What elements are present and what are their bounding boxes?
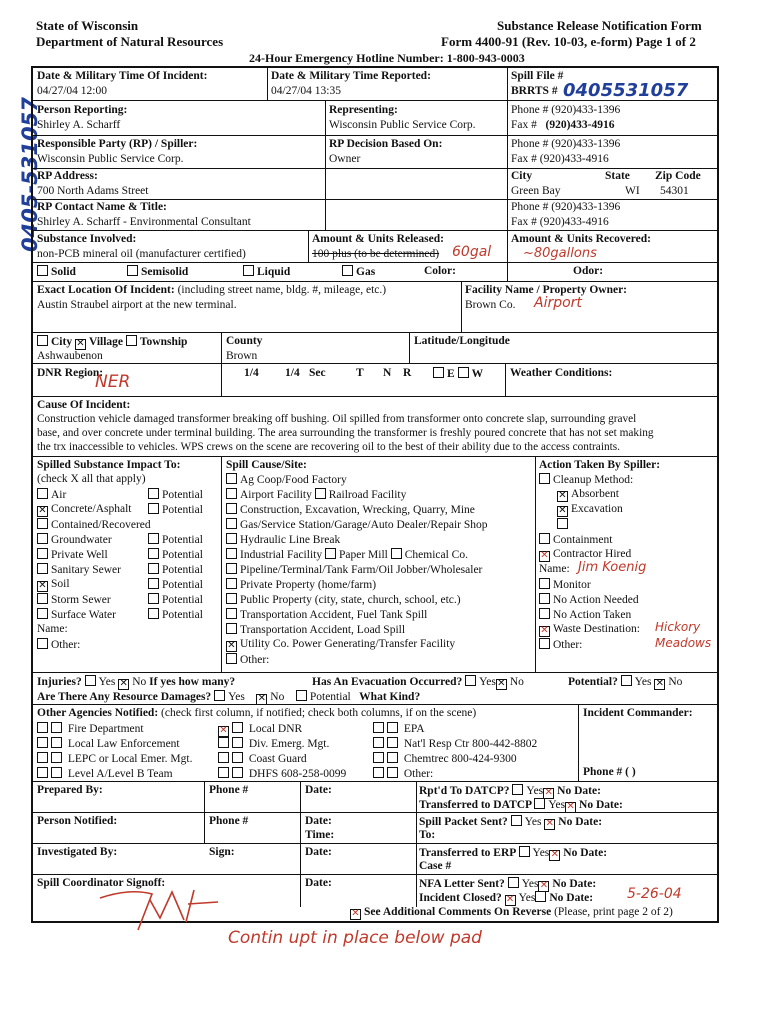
odor-label: Odor: bbox=[573, 265, 604, 277]
checkbox[interactable] bbox=[315, 488, 326, 499]
notified-phone-label: Phone # bbox=[209, 815, 249, 827]
impact-other[interactable]: Other: bbox=[37, 638, 80, 651]
coordinator-signoff-label: Spill Coordinator Signoff: bbox=[37, 877, 166, 889]
site-construction[interactable]: Construction, Excavation, Wrecking, Quarry, Mine bbox=[226, 503, 475, 516]
latlong-label: Latitude/Longitude bbox=[414, 335, 510, 347]
checkbox[interactable] bbox=[243, 265, 254, 276]
dnr-region-handwritten: NER bbox=[95, 372, 131, 392]
transferred-datcp-row: Transferred to DATCP Yes✕ No Date: bbox=[419, 799, 623, 812]
checkbox[interactable] bbox=[373, 752, 384, 763]
checkbox[interactable] bbox=[226, 488, 237, 499]
checkbox-checked[interactable]: ✕ bbox=[558, 490, 567, 501]
checkbox[interactable] bbox=[37, 488, 48, 499]
checkbox-checked[interactable]: ✕ bbox=[227, 640, 236, 651]
checkbox[interactable] bbox=[539, 593, 550, 604]
impact-surface-water[interactable]: Surface Water bbox=[37, 608, 116, 621]
checkbox[interactable] bbox=[621, 675, 632, 686]
checkbox[interactable] bbox=[458, 367, 469, 378]
checkbox[interactable] bbox=[148, 503, 159, 514]
resource-damages-row: Are There Any Resource Damages? Yes ✕ No Potential What Kind? bbox=[37, 691, 421, 704]
agency-local-dnr[interactable]: ✕ Local DNR bbox=[219, 723, 303, 736]
checkbox[interactable] bbox=[148, 548, 159, 559]
cause-label: Cause Of Incident: bbox=[37, 399, 131, 411]
checkbox[interactable] bbox=[232, 752, 243, 763]
checkbox-checked[interactable]: ✕ bbox=[544, 787, 553, 798]
checkbox[interactable] bbox=[148, 608, 159, 619]
quarter-2: 1/4 bbox=[285, 367, 300, 379]
zip-label: Zip Code bbox=[655, 170, 701, 182]
checkbox[interactable] bbox=[37, 335, 48, 346]
checkbox[interactable] bbox=[391, 548, 402, 559]
person-reporting-value: Shirley A. Scharff bbox=[37, 119, 121, 131]
checkbox[interactable] bbox=[37, 548, 48, 559]
action-blank[interactable] bbox=[557, 518, 571, 531]
potential-surface-water[interactable]: Potential bbox=[148, 608, 203, 621]
incident-closed-row: Incident Closed? ✕ Yes No Date: bbox=[419, 892, 594, 905]
checkbox[interactable] bbox=[226, 473, 237, 484]
site-title: Spill Cause/Site: bbox=[226, 459, 307, 471]
agency-epa[interactable]: EPA bbox=[373, 722, 425, 735]
checkbox[interactable] bbox=[226, 653, 237, 664]
phone-1: Phone # (920)433-1396 bbox=[511, 104, 621, 116]
recovered-label: Amount & Units Recovered: bbox=[511, 233, 652, 245]
site-industrial[interactable]: Industrial Facility Paper Mill Chemical Co. bbox=[226, 548, 468, 561]
site-airport[interactable]: Airport Facility Railroad Facility bbox=[226, 488, 406, 501]
person-reporting-label: Person Reporting: bbox=[37, 104, 128, 116]
checkbox[interactable] bbox=[539, 473, 550, 484]
state-liquid[interactable]: Liquid bbox=[243, 265, 290, 278]
checkbox[interactable] bbox=[387, 752, 398, 763]
nfa-row: NFA Letter Sent? Yes✕ No Date: bbox=[419, 878, 597, 891]
datcp-row: Rpt'd To DATCP? Yes✕ No Date: bbox=[419, 785, 601, 798]
recovered-handwritten: ~80gallons bbox=[523, 246, 597, 261]
agency-lepc[interactable]: LEPC or Local Emer. Mgt. bbox=[37, 752, 192, 765]
evacuation-row: Has An Evacuation Occurred? Yes✕ No bbox=[312, 676, 524, 689]
checkbox-checked[interactable]: ✕ bbox=[545, 818, 554, 829]
form-title: Substance Release Notification Form bbox=[497, 18, 702, 33]
checkbox[interactable] bbox=[387, 737, 398, 748]
checkbox-checked[interactable]: ✕ bbox=[566, 801, 575, 812]
reported-time-value: 04/27/04 13:35 bbox=[271, 85, 341, 97]
checkbox[interactable] bbox=[127, 265, 138, 276]
representing-label: Representing: bbox=[329, 104, 398, 116]
action-excavation[interactable]: ✕ Excavation bbox=[558, 503, 623, 516]
rp-address-label: RP Address: bbox=[37, 170, 98, 182]
color-label: Color: bbox=[424, 265, 456, 277]
county-value: Brown bbox=[226, 350, 258, 362]
site-hydraulic[interactable]: Hydraulic Line Break bbox=[226, 533, 340, 546]
impact-storm-sewer[interactable]: Storm Sewer bbox=[37, 593, 111, 606]
fax-2: Fax # (920)433-4916 bbox=[511, 153, 609, 165]
fax-1: Fax # (920)433-4916 bbox=[511, 119, 615, 131]
impact-contained[interactable]: Contained/Recovered bbox=[37, 518, 151, 531]
action-contractor[interactable]: ✕ Contractor Hired bbox=[540, 548, 632, 561]
site-public-property[interactable]: Public Property (city, state, church, school, etc.) bbox=[226, 593, 461, 606]
checkbox-checked[interactable]: ✕ bbox=[38, 580, 47, 591]
checkbox-checked[interactable]: ✕ bbox=[119, 678, 128, 689]
impact-private-well[interactable]: Private Well bbox=[37, 548, 108, 561]
released-handwritten: 60gal bbox=[452, 244, 492, 260]
checkbox[interactable] bbox=[37, 608, 48, 619]
checkbox[interactable] bbox=[218, 752, 229, 763]
action-absorbent[interactable]: ✕ Absorbent bbox=[558, 488, 619, 501]
person-notified-label: Person Notified: bbox=[37, 815, 118, 827]
facility-label: Facility Name / Property Owner: bbox=[465, 284, 628, 296]
checkbox[interactable] bbox=[465, 675, 476, 686]
agency-name: State of Wisconsin bbox=[36, 18, 139, 33]
checkbox[interactable] bbox=[232, 767, 243, 778]
facility-value: Brown Co. bbox=[465, 299, 516, 311]
checkbox[interactable] bbox=[373, 767, 384, 778]
checkbox[interactable] bbox=[539, 533, 550, 544]
site-pipeline[interactable]: Pipeline/Terminal/Tank Farm/Oil Jobber/Wholesaler bbox=[226, 563, 482, 576]
potential-air[interactable]: Potential bbox=[148, 488, 203, 501]
impact-name-label: Name: bbox=[37, 623, 68, 635]
exact-location-label: Exact Location Of Incident: (including street name, bldg. #, mileage, etc.) bbox=[37, 284, 387, 296]
potential-soil[interactable]: Potential bbox=[148, 578, 203, 591]
checkbox[interactable] bbox=[218, 737, 229, 748]
municipality-value: Ashwaubenon bbox=[37, 350, 103, 362]
checkbox-checked[interactable]: ✕ bbox=[558, 505, 567, 516]
site-fuel-tank[interactable]: Transportation Accident, Fuel Tank Spill bbox=[226, 608, 427, 621]
state-gas[interactable]: Gas bbox=[342, 265, 375, 278]
checkbox[interactable] bbox=[226, 503, 237, 514]
incident-time-label: Date & Military Time Of Incident: bbox=[37, 70, 208, 82]
checkbox[interactable] bbox=[51, 767, 62, 778]
rp-contact-label: RP Contact Name & Title: bbox=[37, 201, 167, 213]
action-name-label: Name: bbox=[539, 563, 570, 575]
weather-label: Weather Conditions: bbox=[510, 367, 613, 379]
brrts-label: BRRTS # bbox=[511, 85, 558, 97]
state-semisolid[interactable]: Semisolid bbox=[127, 265, 188, 278]
checkbox[interactable] bbox=[226, 608, 237, 619]
agency-chemtrec[interactable]: Chemtrec 800-424-9300 bbox=[373, 752, 517, 765]
checkbox[interactable] bbox=[508, 877, 519, 888]
dnr-region-label: DNR Region: bbox=[37, 367, 104, 379]
substance-label: Substance Involved: bbox=[37, 233, 137, 245]
phone-2: Phone # (920)433-1396 bbox=[511, 138, 621, 150]
checkbox[interactable] bbox=[37, 767, 48, 778]
action-monitor[interactable]: Monitor bbox=[539, 578, 591, 591]
exact-location-value: Austin Straubel airport at the new terminal. bbox=[37, 299, 237, 311]
site-utility[interactable]: ✕ Utility Co. Power Generating/Transfer Facility bbox=[227, 638, 456, 651]
prepared-phone-label: Phone # bbox=[209, 784, 249, 796]
checkbox[interactable] bbox=[148, 533, 159, 544]
action-no-action-needed[interactable]: No Action Needed bbox=[539, 593, 639, 606]
checkbox[interactable] bbox=[342, 265, 353, 276]
checkbox[interactable] bbox=[226, 578, 237, 589]
checkbox[interactable] bbox=[37, 638, 48, 649]
city-value: Green Bay bbox=[511, 185, 561, 197]
range-r: R bbox=[403, 367, 412, 379]
checkbox[interactable] bbox=[37, 593, 48, 604]
checkbox-checked[interactable]: ✕ bbox=[550, 849, 559, 860]
east-west: E W bbox=[433, 367, 483, 380]
checkbox[interactable] bbox=[226, 533, 237, 544]
checkbox-checked[interactable]: ✕ bbox=[38, 505, 47, 516]
spill-packet-row: Spill Packet Sent? Yes ✕ No Date: bbox=[419, 816, 603, 829]
checkbox[interactable] bbox=[325, 548, 336, 559]
incident-time-value: 04/27/04 12:00 bbox=[37, 85, 107, 97]
additional-comments-row: ✕ See Additional Comments On Reverse (Please, print page 2 of 2) bbox=[351, 906, 673, 919]
rp-label: Responsible Party (RP) / Spiller: bbox=[37, 138, 198, 150]
checkbox[interactable] bbox=[51, 752, 62, 763]
emergency-hotline: 24-Hour Emergency Hotline Number: 1-800-943-0003 bbox=[249, 51, 525, 65]
sec-label: Sec bbox=[309, 367, 326, 379]
checkbox[interactable] bbox=[373, 737, 384, 748]
fax-3: Fax # (920)433-4916 bbox=[511, 216, 609, 228]
released-label: Amount & Units Released: bbox=[312, 233, 444, 245]
impact-concrete[interactable]: ✕ Concrete/Asphalt bbox=[38, 503, 132, 516]
checkbox-checked[interactable]: ✕ bbox=[505, 894, 515, 905]
checkbox[interactable] bbox=[148, 593, 159, 604]
impact-hint: (check X all that apply) bbox=[37, 473, 146, 485]
handwritten-side-note: 0405-531057 bbox=[18, 97, 42, 252]
phone-3: Phone # (920)433-1396 bbox=[511, 201, 621, 213]
action-waste[interactable]: ✕ Waste Destination: bbox=[540, 623, 640, 636]
representing-value: Wisconsin Public Service Corp. bbox=[329, 119, 476, 131]
checkbox[interactable] bbox=[373, 722, 384, 733]
closed-date-handwritten: 5-26-04 bbox=[627, 886, 682, 902]
checkbox[interactable] bbox=[51, 722, 62, 733]
checkbox[interactable] bbox=[511, 815, 522, 826]
checkbox[interactable] bbox=[51, 737, 62, 748]
checkbox[interactable] bbox=[534, 798, 545, 809]
checkbox-checked[interactable]: ✕ bbox=[257, 693, 266, 704]
checkbox[interactable] bbox=[85, 675, 96, 686]
agency-fire[interactable]: Fire Department bbox=[37, 722, 144, 735]
potential-sanitary-sewer[interactable]: Potential bbox=[148, 563, 203, 576]
checkbox[interactable] bbox=[226, 623, 237, 634]
site-load-spill[interactable]: Transportation Accident, Load Spill bbox=[226, 623, 405, 636]
checkbox[interactable] bbox=[535, 891, 546, 902]
potential-private-well[interactable]: Potential bbox=[148, 548, 203, 561]
checkbox[interactable] bbox=[37, 737, 48, 748]
signoff-date-label: Date: bbox=[305, 877, 332, 889]
city-label: City bbox=[511, 170, 533, 182]
checkbox[interactable] bbox=[296, 690, 307, 701]
agency-other[interactable]: Other: bbox=[373, 767, 433, 780]
checkbox[interactable] bbox=[214, 690, 225, 701]
site-other[interactable]: Other: bbox=[226, 653, 269, 666]
cause-line-3: the trx inaccessible to vehicles. WPS crews on the scene are recovering oil to the best of their ability due to the access contraints. bbox=[37, 441, 620, 453]
checkbox[interactable] bbox=[539, 578, 550, 589]
township-t: T bbox=[356, 367, 364, 379]
checkbox[interactable] bbox=[148, 488, 159, 499]
township-n: N bbox=[383, 367, 392, 379]
prepared-date-label: Date: bbox=[305, 784, 332, 796]
sign-label: Sign: bbox=[209, 846, 235, 858]
checkbox[interactable] bbox=[37, 752, 48, 763]
agency-div-emerg[interactable]: Div. Emerg. Mgt. bbox=[218, 737, 329, 750]
reported-time-label: Date & Military Time Reported: bbox=[271, 70, 431, 82]
checkbox-checked[interactable]: ✕ bbox=[351, 908, 360, 919]
checkbox[interactable] bbox=[37, 518, 48, 529]
checkbox[interactable] bbox=[387, 722, 398, 733]
bottom-handwritten-note: Contin upt in place below pad bbox=[228, 928, 482, 948]
commander-phone: Phone # ( ) bbox=[583, 766, 636, 778]
action-cleanup[interactable]: Cleanup Method: bbox=[539, 473, 633, 486]
incident-commander-label: Incident Commander: bbox=[583, 707, 693, 719]
checkbox[interactable] bbox=[232, 737, 243, 748]
coordinator-signature bbox=[90, 880, 240, 940]
cause-line-1: Construction vehicle damaged transformer breaking off bushing. Oil spilled from transformer onto concrete slap, surrounding gravel bbox=[37, 413, 637, 425]
agency-dhfs[interactable]: DHFS 608-258-0099 bbox=[218, 767, 346, 780]
cause-line-2: base, and over concrete under terminal building. The area surrounding the transformer is freshly poured concrete that has not set making bbox=[37, 427, 654, 439]
checkbox[interactable] bbox=[512, 784, 523, 795]
brrts-value: 0405531057 bbox=[563, 80, 689, 101]
investigated-by-label: Investigated By: bbox=[37, 846, 118, 858]
erp-row: Transferred to ERP Yes✕ No Date: bbox=[419, 847, 608, 860]
checkbox[interactable] bbox=[226, 518, 237, 529]
agency-level-team[interactable]: Level A/Level B Team bbox=[37, 767, 173, 780]
rp-address-value: 700 North Adams Street bbox=[37, 185, 149, 197]
action-title: Action Taken By Spiller: bbox=[539, 459, 661, 471]
checkbox[interactable] bbox=[37, 265, 48, 276]
packet-to-label: To: bbox=[419, 829, 436, 841]
rp-value: Wisconsin Public Service Corp. bbox=[37, 153, 184, 165]
checkbox-checked[interactable]: ✕ bbox=[219, 725, 228, 736]
agency-coast-guard[interactable]: Coast Guard bbox=[218, 752, 307, 765]
state-label: State bbox=[605, 170, 630, 182]
checkbox-checked[interactable]: ✕ bbox=[539, 880, 549, 891]
checkbox[interactable] bbox=[226, 548, 237, 559]
facility-handwritten: Airport bbox=[534, 295, 582, 311]
checkbox-checked[interactable]: ✕ bbox=[497, 678, 506, 689]
checkbox[interactable] bbox=[148, 578, 159, 589]
checkbox-checked[interactable]: ✕ bbox=[655, 678, 664, 689]
checkbox[interactable] bbox=[539, 638, 550, 649]
potential-storm-sewer[interactable]: Potential bbox=[148, 593, 203, 606]
potential-concrete[interactable]: Potential bbox=[148, 503, 203, 516]
municipality-type: City ✕ Village Township bbox=[37, 335, 187, 350]
checkbox-checked[interactable]: ✕ bbox=[76, 338, 85, 349]
prepared-by-label: Prepared By: bbox=[37, 784, 103, 796]
form-number: Form 4400-91 (Rev. 10-03, e-form) Page 1 of 2 bbox=[441, 34, 696, 49]
checkbox[interactable] bbox=[37, 563, 48, 574]
state-solid[interactable]: Solid bbox=[37, 265, 76, 278]
checkbox[interactable] bbox=[519, 846, 530, 857]
rp-decision-value: Owner bbox=[329, 153, 361, 165]
substance-value: non-PCB mineral oil (manufacturer certified) bbox=[37, 248, 246, 260]
action-containment[interactable]: Containment bbox=[539, 533, 612, 546]
checkbox[interactable] bbox=[387, 767, 398, 778]
agencies-label: Other Agencies Notified: (check first column, if notified; check both columns, if on the scene) bbox=[37, 707, 477, 719]
quarter-1: 1/4 bbox=[244, 367, 259, 379]
notified-time-label: Time: bbox=[305, 829, 335, 841]
contractor-name-handwritten: Jim Koenig bbox=[578, 560, 647, 575]
impact-soil[interactable]: ✕ Soil bbox=[38, 578, 70, 591]
checkbox[interactable] bbox=[557, 518, 568, 529]
impact-sanitary-sewer[interactable]: Sanitary Sewer bbox=[37, 563, 121, 576]
site-ag-coop[interactable]: Ag Coop/Food Factory bbox=[226, 473, 347, 486]
rp-decision-label: RP Decision Based On: bbox=[329, 138, 443, 150]
potential-groundwater[interactable]: Potential bbox=[148, 533, 203, 546]
agency-nrc[interactable]: Nat'l Resp Ctr 800-442-8802 bbox=[373, 737, 537, 750]
checkbox[interactable] bbox=[148, 563, 159, 574]
case-number-label: Case # bbox=[419, 860, 452, 872]
site-gas-station[interactable]: Gas/Service Station/Garage/Auto Dealer/Repair Shop bbox=[226, 518, 488, 531]
agency-law[interactable]: Local Law Enforcement bbox=[37, 737, 180, 750]
checkbox[interactable] bbox=[232, 722, 243, 733]
county-label: County bbox=[226, 335, 263, 347]
potential-row: Potential? Yes ✕ No bbox=[568, 676, 683, 689]
checkbox[interactable] bbox=[37, 722, 48, 733]
state-value: WI bbox=[625, 185, 640, 197]
injuries-row: Injuries? Yes ✕ No If yes how many? bbox=[37, 676, 236, 689]
checkbox[interactable] bbox=[37, 533, 48, 544]
checkbox[interactable] bbox=[433, 367, 444, 378]
notified-date-label: Date: bbox=[305, 815, 332, 827]
checkbox[interactable] bbox=[539, 608, 550, 619]
checkbox-checked[interactable]: ✕ bbox=[540, 550, 549, 561]
impact-title: Spilled Substance Impact To: bbox=[37, 459, 181, 471]
action-other[interactable]: Other: bbox=[539, 638, 582, 651]
rp-contact-value: Shirley A. Scharff - Environmental Consultant bbox=[37, 216, 251, 228]
checkbox[interactable] bbox=[226, 593, 237, 604]
action-no-action-taken[interactable]: No Action Taken bbox=[539, 608, 631, 621]
site-private-property[interactable]: Private Property (home/farm) bbox=[226, 578, 376, 591]
department-name: Department of Natural Resources bbox=[36, 34, 224, 49]
checkbox[interactable] bbox=[218, 767, 229, 778]
impact-air[interactable]: Air bbox=[37, 488, 66, 501]
released-value: 100 plus (to be determined) bbox=[312, 248, 440, 260]
checkbox[interactable] bbox=[226, 563, 237, 574]
investigated-date-label: Date: bbox=[305, 846, 332, 858]
checkbox-checked[interactable]: ✕ bbox=[540, 625, 549, 636]
spill-file-label: Spill File # bbox=[511, 70, 564, 82]
zip-value: 54301 bbox=[660, 185, 689, 197]
checkbox[interactable] bbox=[126, 335, 137, 346]
waste-destination-handwritten: Hickory Meadows bbox=[655, 620, 712, 650]
impact-groundwater[interactable]: Groundwater bbox=[37, 533, 112, 546]
